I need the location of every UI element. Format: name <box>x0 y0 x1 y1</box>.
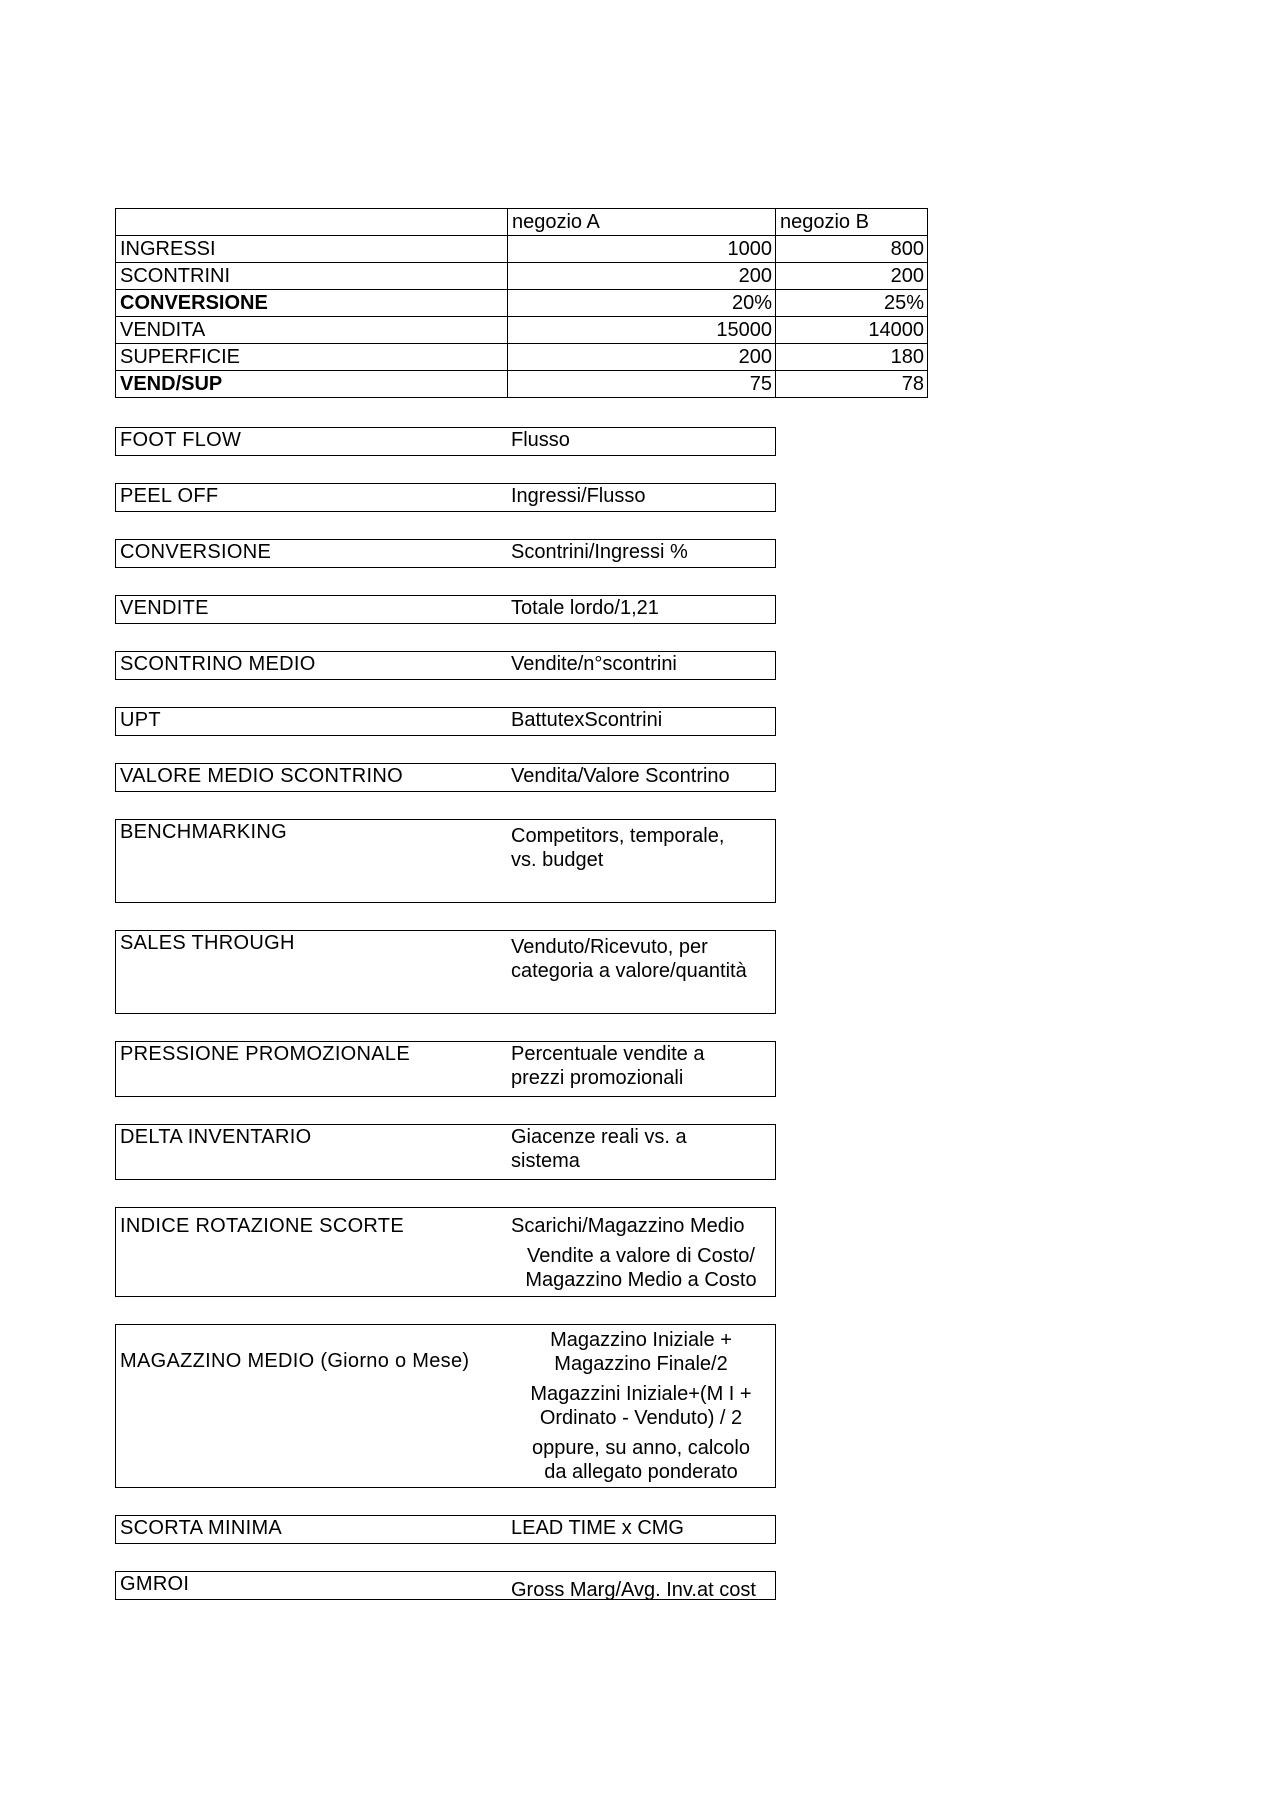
store-a-value: 200 <box>508 344 776 371</box>
table-row <box>116 290 928 317</box>
definition-term: PEEL OFF <box>120 485 219 507</box>
definition-term: SCORTA MINIMA <box>120 1517 283 1539</box>
store-a-value: 20% <box>508 290 776 317</box>
description-line: categoria a valore/quantità <box>511 960 747 982</box>
definition-description: Scontrini/Ingressi % <box>511 541 688 563</box>
description-line: da allegato ponderato <box>544 1461 738 1483</box>
store-a-value: 15000 <box>508 317 776 344</box>
row-label: VENDITA <box>116 317 508 344</box>
definition-term: MAGAZZINO MEDIO (Giorno o Mese) <box>120 1350 470 1372</box>
definition-term: GMROI <box>120 1573 190 1595</box>
definition-box <box>115 651 776 680</box>
description-line: Magazzino Medio a Costo <box>525 1269 757 1291</box>
definition-term: SCONTRINO MEDIO <box>120 653 316 675</box>
definition-description: LEAD TIME x CMG <box>511 1517 684 1539</box>
row-label: SCONTRINI <box>116 263 508 290</box>
description-line: Competitors, temporale, <box>511 825 725 847</box>
definition-term: SALES THROUGH <box>120 932 295 954</box>
definition-box <box>115 483 776 512</box>
definition-description: BattutexScontrini <box>511 709 663 731</box>
definition-term: INDICE ROTAZIONE SCORTE <box>120 1215 404 1237</box>
header-cell-store-a: negozio A <box>508 209 776 236</box>
header-cell-store-b: negozio B <box>776 209 928 236</box>
store-a-value: 1000 <box>508 236 776 263</box>
definition-term: FOOT FLOW <box>120 429 242 451</box>
table-row <box>116 236 928 263</box>
table-header-row <box>116 209 928 236</box>
table-row <box>116 371 928 398</box>
description-paragraph <box>507 1436 775 1484</box>
definition-box <box>115 1515 776 1544</box>
definition-term: PRESSIONE PROMOZIONALE <box>120 1043 410 1065</box>
definition-description <box>507 1325 775 1487</box>
definition-box <box>115 595 776 624</box>
definition-term: UPT <box>120 709 161 731</box>
store-b-value: 14000 <box>776 317 928 344</box>
description-line: Vendite a valore di Costo/ <box>527 1245 755 1267</box>
definition-term: VALORE MEDIO SCONTRINO <box>120 765 403 787</box>
table-row <box>116 344 928 371</box>
definition-description: Totale lordo/1,21 <box>511 597 659 619</box>
store-b-value: 25% <box>776 290 928 317</box>
definition-box <box>115 1324 776 1488</box>
definition-description: Vendite/n°scontrini <box>511 653 677 675</box>
definition-box <box>115 1041 776 1097</box>
definition-box <box>115 707 776 736</box>
definition-box <box>115 763 776 792</box>
store-a-value: 75 <box>508 371 776 398</box>
definition-description: Flusso <box>511 429 570 451</box>
description-line: prezzi promozionali <box>511 1067 684 1089</box>
definition-description <box>507 1208 775 1296</box>
description-line: Magazzino Iniziale + <box>550 1329 732 1351</box>
definition-description: Gross Marg/Avg. Inv.at cost <box>511 1579 756 1601</box>
definition-box <box>115 930 776 1014</box>
store-comparison-table <box>115 208 928 398</box>
store-b-value: 800 <box>776 236 928 263</box>
definition-box <box>115 1207 776 1297</box>
definition-description <box>507 931 775 1013</box>
definition-description <box>507 1042 775 1096</box>
definition-box <box>115 427 776 456</box>
store-b-value: 200 <box>776 263 928 290</box>
definition-box <box>115 1571 776 1600</box>
definition-term: VENDITE <box>120 597 209 619</box>
store-a-value: 200 <box>508 263 776 290</box>
definition-description: Vendita/Valore Scontrino <box>511 765 730 787</box>
description-line: Ordinato - Venduto) / 2 <box>539 1407 743 1429</box>
description-line: Giacenze reali vs. a <box>511 1126 687 1148</box>
definition-box <box>115 1124 776 1180</box>
definition-box <box>115 539 776 568</box>
description-line: sistema <box>511 1150 580 1172</box>
definition-term: BENCHMARKING <box>120 821 287 843</box>
description-line: Venduto/Ricevuto, per <box>511 936 708 958</box>
definition-description <box>507 1125 775 1179</box>
definition-box <box>115 819 776 903</box>
store-b-value: 180 <box>776 344 928 371</box>
definition-description: Ingressi/Flusso <box>511 485 646 507</box>
row-label: INGRESSI <box>116 236 508 263</box>
row-label: CONVERSIONE <box>116 290 508 317</box>
description-line: vs. budget <box>511 849 604 871</box>
table-row <box>116 317 928 344</box>
definition-description <box>507 820 775 902</box>
description-line: Magazzino Finale/2 <box>554 1353 728 1375</box>
description-paragraph <box>507 1382 775 1430</box>
description-paragraph <box>507 1328 775 1376</box>
header-cell-empty <box>116 209 508 236</box>
description-line: Percentuale vendite a <box>511 1043 705 1065</box>
row-label: VEND/SUP <box>116 371 508 398</box>
definition-term: DELTA INVENTARIO <box>120 1126 312 1148</box>
row-label: SUPERFICIE <box>116 344 508 371</box>
table-row <box>116 263 928 290</box>
store-b-value: 78 <box>776 371 928 398</box>
description-line: oppure, su anno, calcolo <box>532 1437 750 1459</box>
kpi-definitions <box>115 427 776 1627</box>
description-line: Magazzini Iniziale+(M I + <box>530 1383 752 1405</box>
definition-term: CONVERSIONE <box>120 541 272 563</box>
description-line: Scarichi/Magazzino Medio <box>511 1215 745 1237</box>
